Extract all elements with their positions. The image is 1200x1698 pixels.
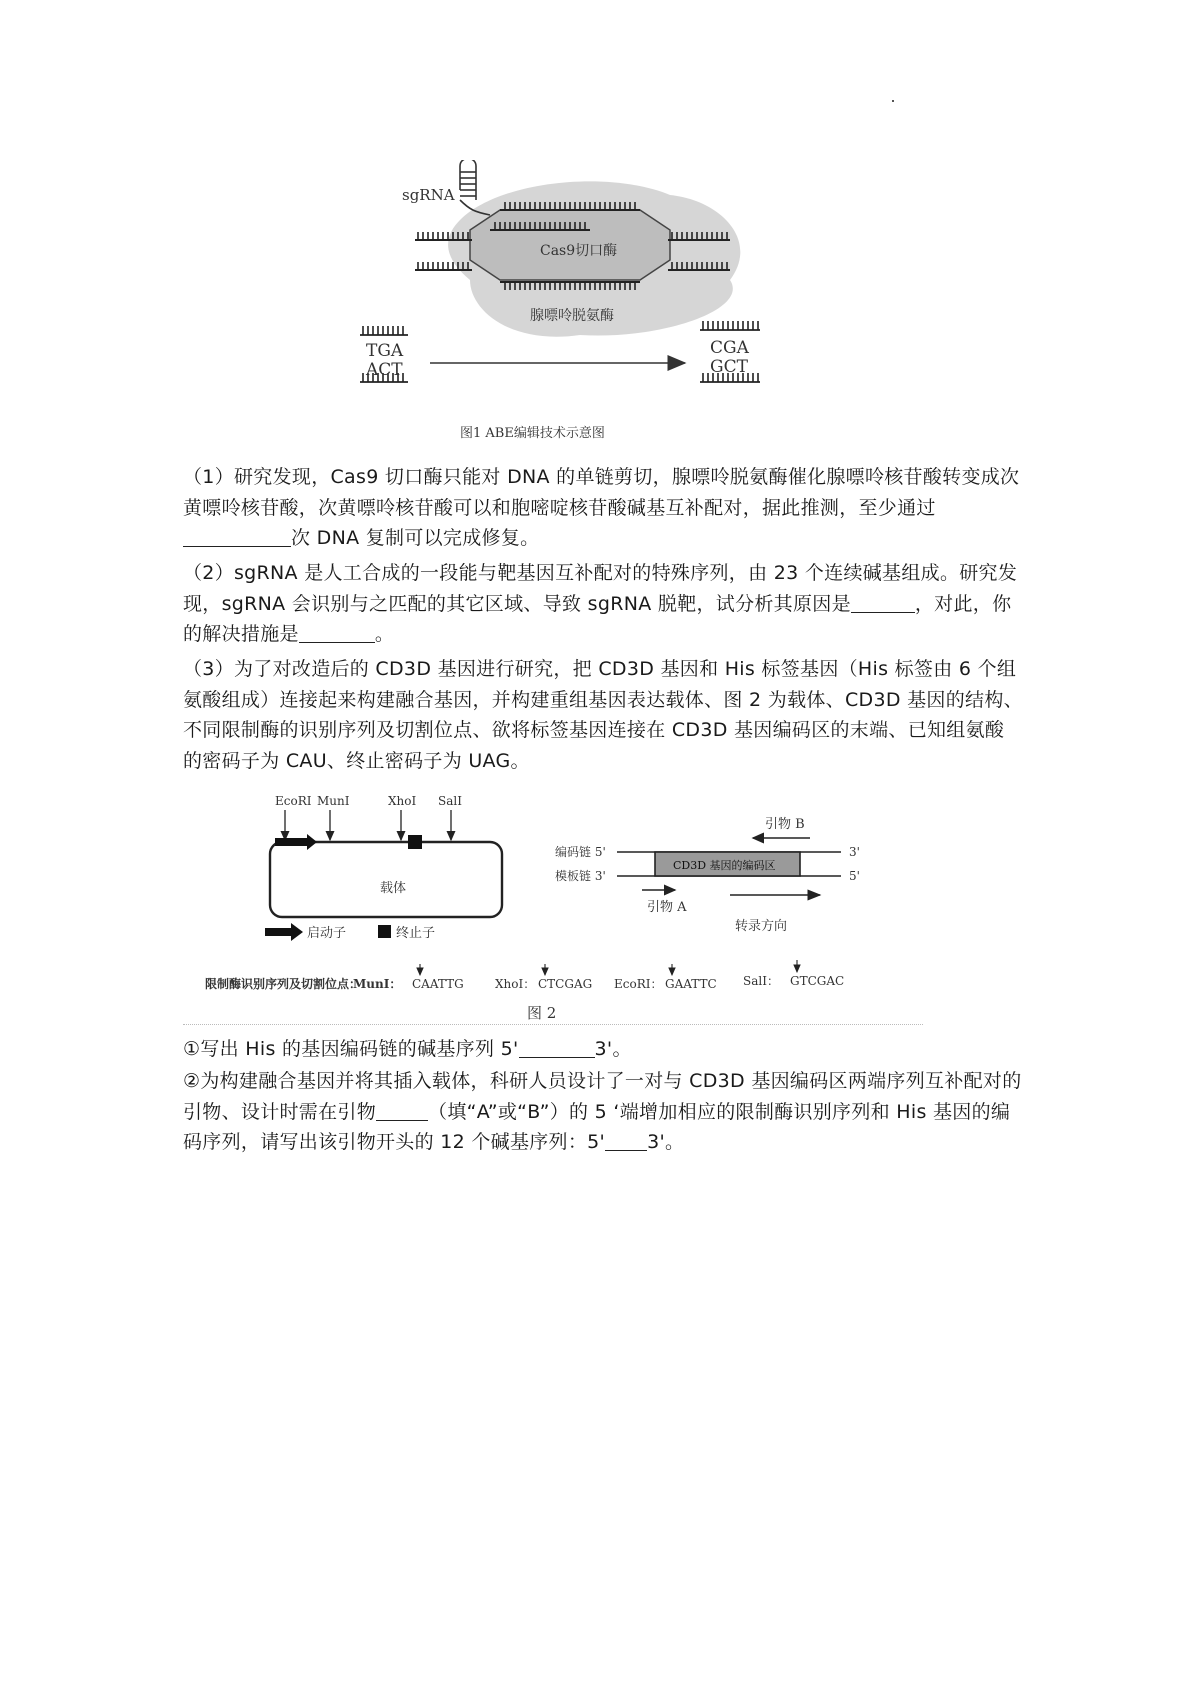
sub1-text-a: ①写出 His 的基因编码链的碱基序列 5' — [183, 1038, 519, 1060]
site-ecori: EcoRI — [275, 794, 312, 808]
q1-answer-blank[interactable] — [183, 526, 291, 547]
enzyme-xhoi-seq: CTCGAG — [538, 977, 593, 991]
separator-line — [183, 1024, 923, 1025]
site-sali: SalI — [438, 794, 462, 808]
enzyme-ecori-seq: GAATTC — [665, 977, 717, 991]
sgrna-label: sgRNA — [402, 186, 455, 204]
legend-terminator: 终止子 — [396, 926, 436, 941]
vector-plasmid — [270, 842, 502, 917]
primer-b-label: 引物 B — [765, 817, 805, 832]
figure-1-abe-diagram — [360, 160, 850, 450]
q2-text-a: （2）sgRNA 是人工合成的一段能与靶基因互补配对的特殊序列，由 23 个连续碱基组成。研究发现，sgRNA 会识别与之匹配的其它区域、导致 sgRNA 脱靶，试分析其原因是 — [183, 562, 1018, 615]
primer-a-label: 引物 A — [647, 900, 687, 915]
figure-1-caption: 图1 ABE编辑技术示意图 — [460, 426, 605, 441]
vector-label: 载体 — [380, 881, 407, 896]
q2-solution-blank[interactable] — [299, 622, 375, 643]
enzyme-sali-name: SalI： — [743, 974, 779, 988]
legend-promoter: 启动子 — [307, 926, 347, 941]
enzyme-ecori-name: EcoRI： — [614, 977, 663, 991]
promoter-arrow — [275, 834, 317, 850]
site-xhoi: XhoI — [388, 794, 417, 808]
site-muni: MunI — [317, 794, 350, 808]
q3-text: （3）为了对改造后的 CD3D 基因进行研究，把 CD3D 基因和 His 标签基因（His 标签由 6 个组氨酸组成）连接起来构建融合基因，并构建重组基因表达载体、图 2 为载体、CD3D 基因的结构、不同限制酶的识别序列及切割位点、欲将标签基因连接在 CD3D 基因编码区的末端、已知组氨酸的密码子为 CAU、终止密码子为 UAG。 — [183, 658, 1023, 772]
terminator-box — [408, 835, 422, 849]
legend-promoter-arrow — [265, 923, 303, 941]
q2-reason-blank[interactable] — [851, 592, 915, 613]
q2-text-b: ，对此，你的解决措施是 — [183, 592, 1012, 645]
legend-terminator-box — [378, 925, 391, 938]
question-1 — [183, 462, 1023, 554]
q2-text-c: 。 — [374, 623, 395, 645]
enzyme-xhoi-name: XhoI： — [495, 977, 536, 991]
sub2-text-b: （填“A”或“B”）的 5 ‘端增加相应的限制酶识别序列和 His 基因的编码序列，请写出该引物开头的 12 个碱基序列：5' — [183, 1100, 1011, 1153]
sub1-answer-blank[interactable] — [519, 1037, 595, 1058]
figure-2-vector-diagram — [205, 790, 935, 1022]
coding-strand-label: 编码链 5' — [555, 845, 606, 859]
coding-end-label: 3' — [849, 845, 860, 859]
sub-question-2 — [183, 1066, 1023, 1158]
sub2-text-c: 3'。 — [647, 1131, 685, 1153]
sub2-primer-blank[interactable] — [376, 1100, 428, 1121]
cas9-label: Cas9切口酶 — [540, 243, 618, 259]
sub2-sequence-blank[interactable] — [605, 1130, 647, 1151]
q1-text-a: （1）研究发现，Cas9 切口酶只能对 DNA 的单链剪切，腺嘌呤脱氨酶催化腺嘌呤核苷酸转变成次黄嘌呤核苷酸，次黄嘌呤核苷酸可以和胞嘧啶核苷酸碱基互补配对，据此推测，至少通过 — [183, 466, 1020, 519]
deaminase-label: 腺嘌呤脱氨酶 — [530, 308, 614, 324]
transcription-label: 转录方向 — [735, 919, 788, 934]
q1-text-b: 次 DNA 复制可以完成修复。 — [291, 527, 540, 549]
template-strand-label: 模板链 3' — [555, 869, 606, 883]
sub-question-1 — [183, 1034, 1023, 1065]
figure-2-caption: 图 2 — [527, 1004, 557, 1022]
template-end-label: 5' — [849, 869, 860, 883]
question-2 — [183, 558, 1023, 650]
seq-left-bottom: ACT — [366, 360, 403, 380]
enzyme-muni-name: MunI： — [353, 977, 402, 991]
scan-dot — [892, 100, 894, 102]
seq-right-bottom: GCT — [710, 357, 748, 377]
seq-right-top: CGA — [710, 338, 749, 358]
sub1-text-b: 3'。 — [594, 1038, 632, 1060]
enzyme-sali-seq: GTCGAC — [790, 974, 845, 988]
seq-left-top: TGA — [366, 341, 404, 361]
cd3d-coding-region-label: CD3D 基因的编码区 — [673, 859, 776, 872]
enzyme-muni-seq: CAATTG — [412, 977, 464, 991]
sub2-text-a: ②为构建融合基因并将其插入载体，科研人员设计了一对与 CD3D 基因编码区两端序列互补配对的引物、设计时需在引物 — [183, 1070, 1022, 1123]
enzyme-prefix: 限制酶识别序列及切割位点： — [205, 977, 362, 991]
question-3 — [183, 654, 1023, 776]
